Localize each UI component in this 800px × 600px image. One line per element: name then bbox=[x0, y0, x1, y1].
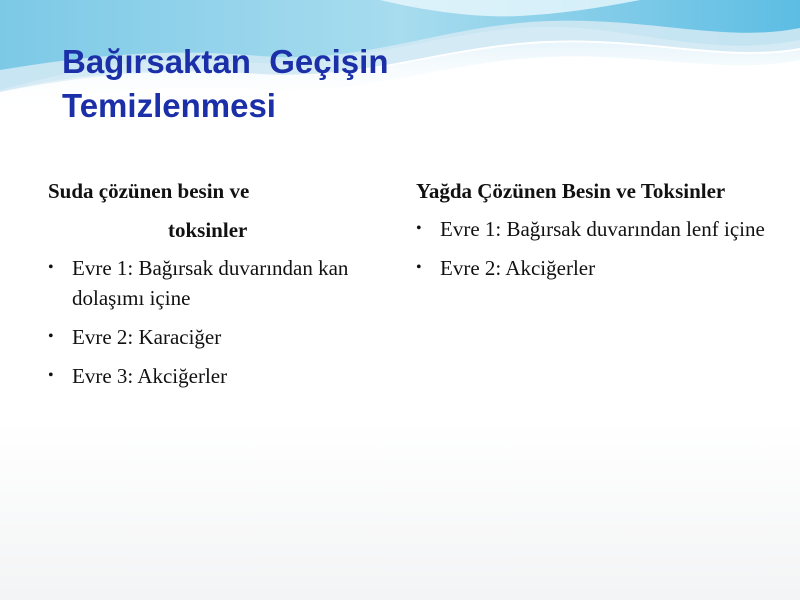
bullet-icon: • bbox=[48, 259, 54, 276]
bullet-text: Evre 2: Karaciğer bbox=[72, 325, 222, 349]
left-heading-line-1: Suda çözünen besin ve bbox=[48, 179, 250, 203]
bullet-text: Evre 3: Akciğerler bbox=[72, 364, 228, 388]
bullet-icon: • bbox=[48, 367, 54, 384]
slide-title bbox=[62, 40, 702, 128]
left-heading-line-2: toksinler bbox=[168, 218, 248, 242]
list-item bbox=[416, 253, 786, 283]
right-heading: Yağda Çözünen Besin ve Toksinler bbox=[416, 179, 726, 203]
bullet-icon: • bbox=[416, 220, 422, 237]
bullet-icon: • bbox=[48, 328, 54, 345]
bullet-text: Evre 2: Akciğerler bbox=[440, 256, 596, 280]
title-line-1: Bağırsaktan Geçişin bbox=[62, 43, 389, 80]
title-line-2: Temizlenmesi bbox=[62, 87, 276, 124]
right-bullet-list bbox=[416, 214, 786, 283]
bullet-text: Evre 1: Bağırsak duvarından lenf içine bbox=[440, 217, 765, 241]
list-item bbox=[48, 361, 398, 391]
list-item bbox=[416, 214, 786, 244]
bullet-text: Evre 1: Bağırsak duvarından kan dolaşımı içine bbox=[72, 256, 349, 310]
bullet-icon: • bbox=[416, 259, 422, 276]
list-item bbox=[48, 253, 398, 313]
right-column bbox=[416, 175, 786, 292]
list-item bbox=[48, 322, 398, 352]
left-column bbox=[48, 175, 398, 400]
left-bullet-list bbox=[48, 253, 398, 391]
